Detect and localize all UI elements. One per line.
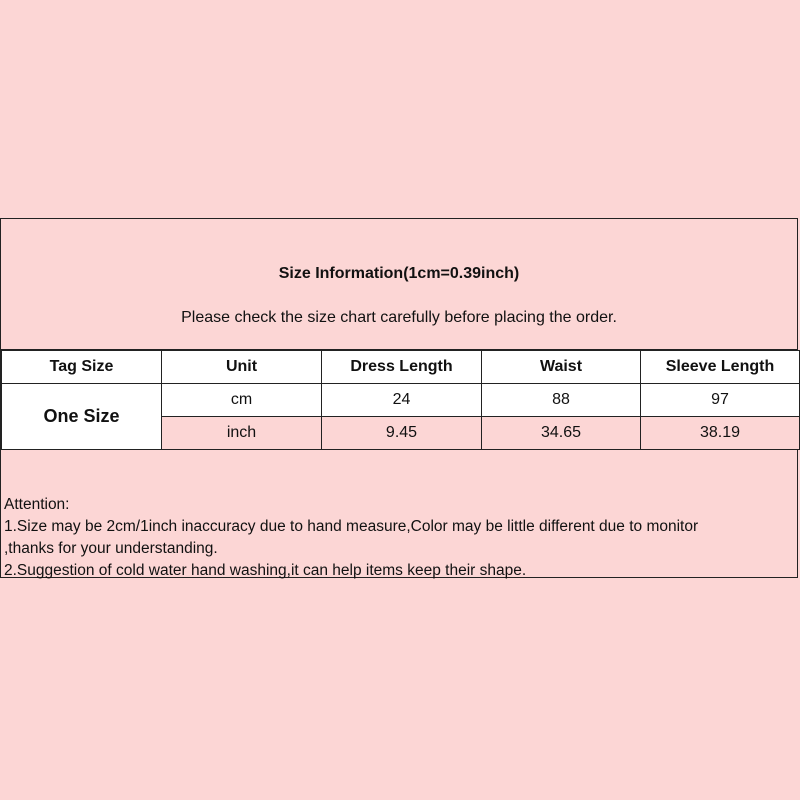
table-row [2,384,800,417]
waist-cell: 34.65 [482,417,641,450]
tag-size-cell: One Size [2,384,162,450]
size-info-title: Size Information(1cm=0.39inch) [278,265,520,282]
column-header-sleeve-length: Sleeve Length [641,351,800,384]
size-table [1,350,800,450]
attention-notes [4,494,698,582]
waist-cell: 88 [482,384,641,417]
unit-cell: inch [162,417,322,450]
attention-line-1: 1.Size may be 2cm/1inch inaccuracy due to hand measure,Color may be little different due to monitor [4,518,699,535]
size-info-sheet [0,218,798,578]
dress-length-cell: 24 [322,384,482,417]
column-header-dress-length: Dress Length [322,351,482,384]
attention-heading: Attention: [4,496,70,513]
dress-length-cell: 9.45 [322,417,482,450]
unit-cell: cm [162,384,322,417]
sleeve-length-cell: 97 [641,384,800,417]
column-header-waist: Waist [482,351,641,384]
column-header-tag-size: Tag Size [2,351,162,384]
attention-line-3: 2.Suggestion of cold water hand washing,it can help items keep their shape. [4,562,527,579]
size-info-header [1,219,797,350]
attention-line-2: ,thanks for your understanding. [4,540,218,557]
sleeve-length-cell: 38.19 [641,417,800,450]
size-info-subtitle: Please check the size chart carefully before placing the order. [181,309,617,326]
column-header-unit: Unit [162,351,322,384]
table-header-row [2,351,800,384]
